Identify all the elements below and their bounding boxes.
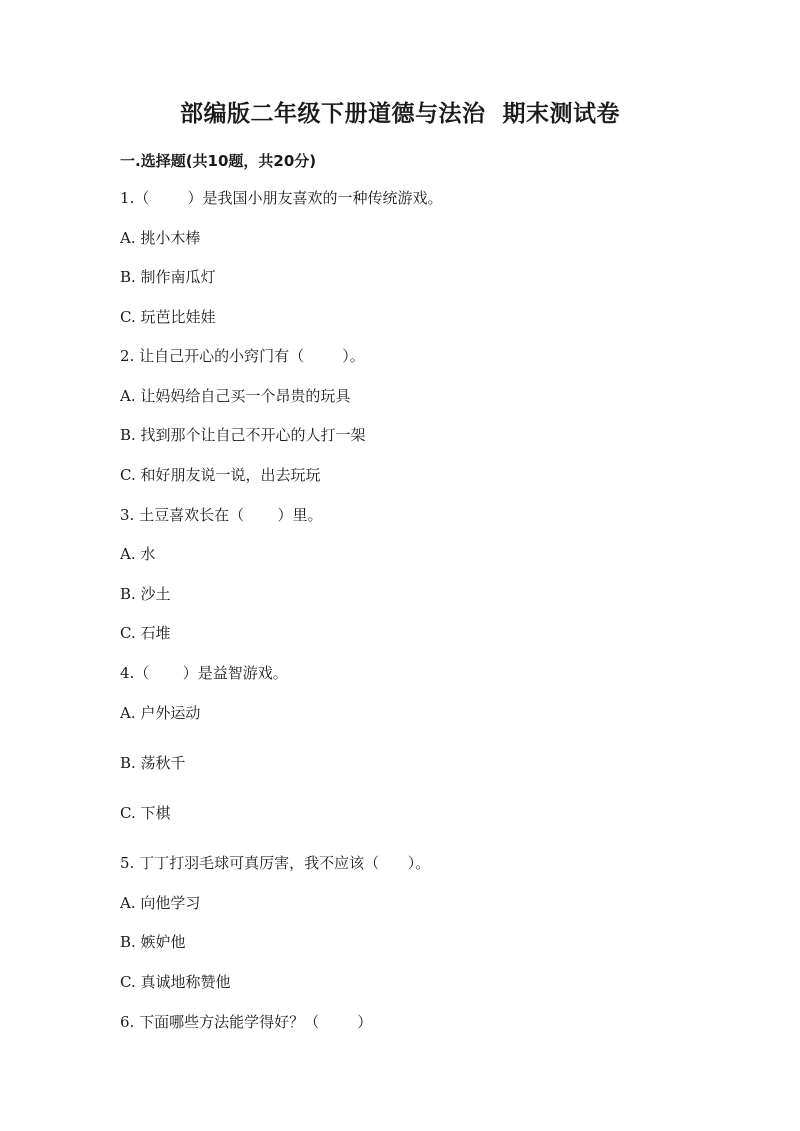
question-3-option-b: B. 沙土 bbox=[120, 585, 171, 603]
question-5-option-b: B. 嫉妒他 bbox=[120, 933, 186, 951]
question-2-stem: 2. 让自己开心的小窍门有（ ）。 bbox=[120, 347, 365, 365]
question-1-option-a: A. 挑小木棒 bbox=[120, 229, 201, 247]
question-2-option-c: C. 和好朋友说一说，出去玩玩 bbox=[120, 466, 321, 484]
question-5-option-c: C. 真诚地称赞他 bbox=[120, 973, 231, 991]
question-4-option-b: B. 荡秋千 bbox=[120, 754, 186, 772]
question-4-stem: 4.（ ）是益智游戏。 bbox=[120, 664, 288, 682]
question-3-option-c: C. 石堆 bbox=[120, 624, 171, 642]
question-2-option-b: B. 找到那个让自己不开心的人打一架 bbox=[120, 426, 366, 444]
question-1-option-c: C. 玩芭比娃娃 bbox=[120, 308, 216, 326]
page-title: 部编版二年级下册道德与法治 期末测试卷 bbox=[179, 101, 620, 127]
section-heading: 一.选择题(共10题，共20分) bbox=[120, 152, 317, 170]
question-5-option-a: A. 向他学习 bbox=[120, 894, 201, 912]
question-1-option-b: B. 制作南瓜灯 bbox=[120, 268, 216, 286]
question-4-option-c: C. 下棋 bbox=[120, 804, 171, 822]
question-4-option-a: A. 户外运动 bbox=[120, 704, 201, 722]
question-3-stem: 3. 土豆喜欢长在（ ）里。 bbox=[120, 506, 323, 524]
question-6-stem: 6. 下面哪些方法能学得好？（ ） bbox=[120, 1013, 373, 1031]
question-3-option-a: A. 水 bbox=[120, 545, 156, 563]
question-2-option-a: A. 让妈妈给自己买一个昂贵的玩具 bbox=[120, 387, 351, 405]
question-1-stem: 1.（ ）是我国小朋友喜欢的一种传统游戏。 bbox=[120, 189, 443, 207]
question-5-stem: 5. 丁丁打羽毛球可真厉害，我不应该（ ）。 bbox=[120, 854, 431, 872]
